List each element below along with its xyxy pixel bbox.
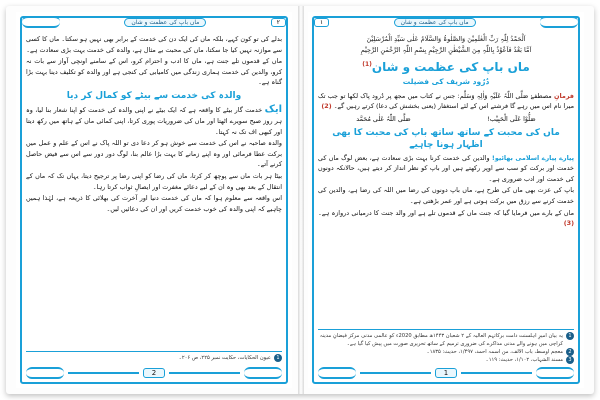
paragraph: بیٹا ہر بات ماں سے پوچھ کر کرتا، ماں کی رضا کو اپنی رضا پر ترجیح دیتا، یہاں تک کہ ماں کے انتقال کے بعد بھی وہ ان کے لیے دعائے مغفرت اور ایصالِ ثواب کرتا رہا۔ (26, 171, 282, 191)
open-book (6, 6, 594, 394)
left-footnotes (26, 351, 282, 362)
divider (169, 372, 240, 374)
paragraph-text: والدین کی خدمت کرنا بہت بڑی سعادت ہے، بعض لوگ ماں کی خدمت اور برکت کو سب سے اوپر رکھتے ہیں اور باپ کو نظر انداز کر دیتے ہیں، حالانکہ دونوں کی خدمت اور ادب ضروری ہے۔ (318, 153, 574, 183)
right-page (308, 12, 584, 388)
book-gutter (298, 6, 304, 394)
salutation-line (318, 114, 574, 125)
ornament-icon (536, 367, 574, 379)
paragraph: بدلے کی تو کون کہے، بلکہ ماں کی ایک دن کی خدمت کے برابر بھی نہیں ہو سکتا۔ ماں کا کسی سے موازنہ نہیں کیا جا سکتا، ماں کی محبت بے مثال ہے، والدہ کی خدمت بہت بڑی سعادت ہے۔ (26, 35, 282, 54)
footnote-number: 3 (566, 356, 574, 364)
page-number: 2 (143, 368, 165, 378)
paragraph (26, 104, 282, 137)
page-number: 1 (435, 368, 457, 378)
footnote-number: 1 (566, 332, 574, 340)
ornament-icon (22, 16, 60, 28)
left-page (16, 12, 292, 388)
left-footer (26, 366, 282, 380)
paragraph: ماں کے قدموں تلے جنت ہے، ماں کا ادب و احترام کرو، اس کے سامنے اونچی آواز سے بات نہ کرو، والدین کی خدمت ہماری زندگی میں کامیابی کی کنجی ہے اور والدہ کو تکلیف دینا بہت بڑا گناہ ہے۔ (26, 57, 282, 87)
paragraph-text: خدمت گار بیٹے کا واقعہ ہے کہ ایک بیٹے نے اپنی والدہ کی خدمت کو اپنا شعار بنا لیا، وہ ہر روز صبح سویرے اٹھتا اور ماں کی ضروریات پوری کرتا، اپنی کمائی ماں کے ہاتھ میں رکھ دیتا اور کبھی اف تک نہ کہتا۔ (26, 105, 282, 136)
footnote (318, 332, 574, 348)
footnote-number: 2 (566, 348, 574, 356)
footnote-ref: (1) (362, 61, 372, 69)
left-header (22, 14, 286, 30)
footnote (318, 348, 574, 356)
lead-phrase: پیارے پیارے اسلامی بھائیو! (491, 153, 574, 162)
footnote-text: مسند الشہاب، ۱/۱۰۲، حدیث: ۱۱۹۔ (485, 357, 563, 363)
arabic-invocation: اَلْحَمْدُ لِلّٰہِ رَبِّ الْعٰلَمِیْنَ وَالصَّلٰوۃُ وَالسَّلَامُ عَلٰی سَیِّدِ الْمُرْسَلِیْنَ (366, 35, 526, 43)
left-content (26, 34, 282, 348)
chapter-title-text: ماں باپ کی عظمت و شان (371, 60, 530, 75)
header-page-number: ۲ (271, 18, 286, 27)
ornament-icon (244, 367, 282, 379)
footnote-ref: (2) (321, 102, 332, 111)
footnote-number: 1 (274, 354, 282, 362)
ornament-icon (318, 367, 356, 379)
right-header (314, 14, 578, 30)
divider (461, 372, 532, 374)
paragraph: اس واقعہ سے معلوم ہوا کہ ماں کی خدمت دنیا اور آخرت کی بھلائی کا ذریعہ ہے، لہٰذا ہمیں چاہیے کہ اپنی والدہ کی خوب خدمت کریں اور ان کی دعائیں لیں۔ (26, 194, 282, 213)
running-head: ماں باپ کی عظمت و شان (394, 18, 476, 27)
arabic-invocation: اَمَّا بَعْدُ فَاَعُوْذُ بِاللّٰہِ مِنَ الشَّیْطٰنِ الرَّجِیْمِ بِسْمِ اللّٰہِ الرَّحْمٰنِ الرَّحِیْمِ (360, 45, 532, 54)
farman-text: مصطفےٰ صَلَّی اللّٰہُ عَلَیْہِ وَاٰلِہٖ وَسَلَّم: جس نے کتاب میں مجھ پر دُرود پاک لکھا تو جب تک میرا نام اس میں رہے گا فرشتے اس کے لئے استغفار (یعنی بخشش کی دعا) کرتے رہیں گے۔ (318, 91, 574, 111)
chapter-title (318, 57, 574, 75)
paragraph-text: ماں کے بارے میں فرمایا گیا کہ جنت ماں کے قدموں تلے ہے اور والد جنت کا درمیانی دروازہ ہے۔ (318, 208, 574, 217)
paragraph: باپ کی عزت بھی ماں کی طرح ہے، ماں باپ دونوں کی رضا میں اللہ کی رضا ہے، والدین کی خدمت کرنے سے رزق میں برکت ہوتی ہے اور عمر بڑھتی ہے۔ (318, 186, 574, 205)
footnote-text: عیون الحکایات، حکایت نمبر ۲۲۵، ص ۲۰۶۔ (178, 355, 271, 361)
footnote (26, 354, 282, 362)
running-head: ماں باپ کی عظمت و شان (124, 18, 206, 27)
divider (68, 372, 139, 374)
paragraph: والدہ صاحبہ نے اس کی خدمت سے خوش ہو کر دعا دی تو اللہ پاک نے اس کے علم و عمل میں برکت عطا فرمائی اور وہ اپنے زمانے کا بہت بڑا عالم بنا، لوگ دور دور سے اس سے فیض حاصل کرنے آتے۔ (26, 139, 282, 169)
farman-label: فرمانِ (554, 91, 574, 100)
right-content (318, 34, 574, 348)
paragraph (318, 91, 574, 112)
ornament-icon (540, 16, 578, 28)
salutation: صَلَّی اللّٰہُ عَلٰی مُحَمَّد (356, 114, 411, 123)
right-footnotes (318, 329, 574, 364)
subtitle: دُرُود شریف کی فضیلت (402, 77, 490, 87)
lead-word: ایک (264, 103, 282, 115)
footnote-text: معجم اوسط، باب الالف، من اسمہ احمد، ۱/۴۹۷، حدیث: ۱۸۳۵۔ (426, 349, 563, 355)
section-heading: والدہ کی خدمت سے بیٹے کو کمال کر دیا (66, 90, 242, 101)
salutation: صَلُّوْا عَلَی الْحَبِیْب! (487, 114, 536, 123)
footnote (318, 356, 574, 364)
footnote-text: یہ بیان امیرِ اہلسنت دامت برکاتہم العالیہ کے ۲ شعبان ۱۴۴۳ھ مطابق 2020ء کو عالمی مدنی مرکز فیضانِ مدینہ کراچی میں ہونے والے مدنی مذاکرے کی ضروری ترمیم کے ساتھ تحریری صورت میں پیش کیا گیا ہے۔ (319, 333, 563, 347)
paragraph (318, 153, 574, 185)
divider (360, 372, 431, 374)
right-footer (318, 366, 574, 380)
footnote-ref: (3) (563, 219, 574, 228)
section-heading: ماں کی محبت کے ساتھ ساتھ باپ کی محبت کا بھی اظہار ہونا چاہیے (332, 127, 560, 150)
paragraph (318, 208, 574, 229)
header-page-number: ۱ (314, 18, 329, 27)
ornament-icon (26, 367, 64, 379)
